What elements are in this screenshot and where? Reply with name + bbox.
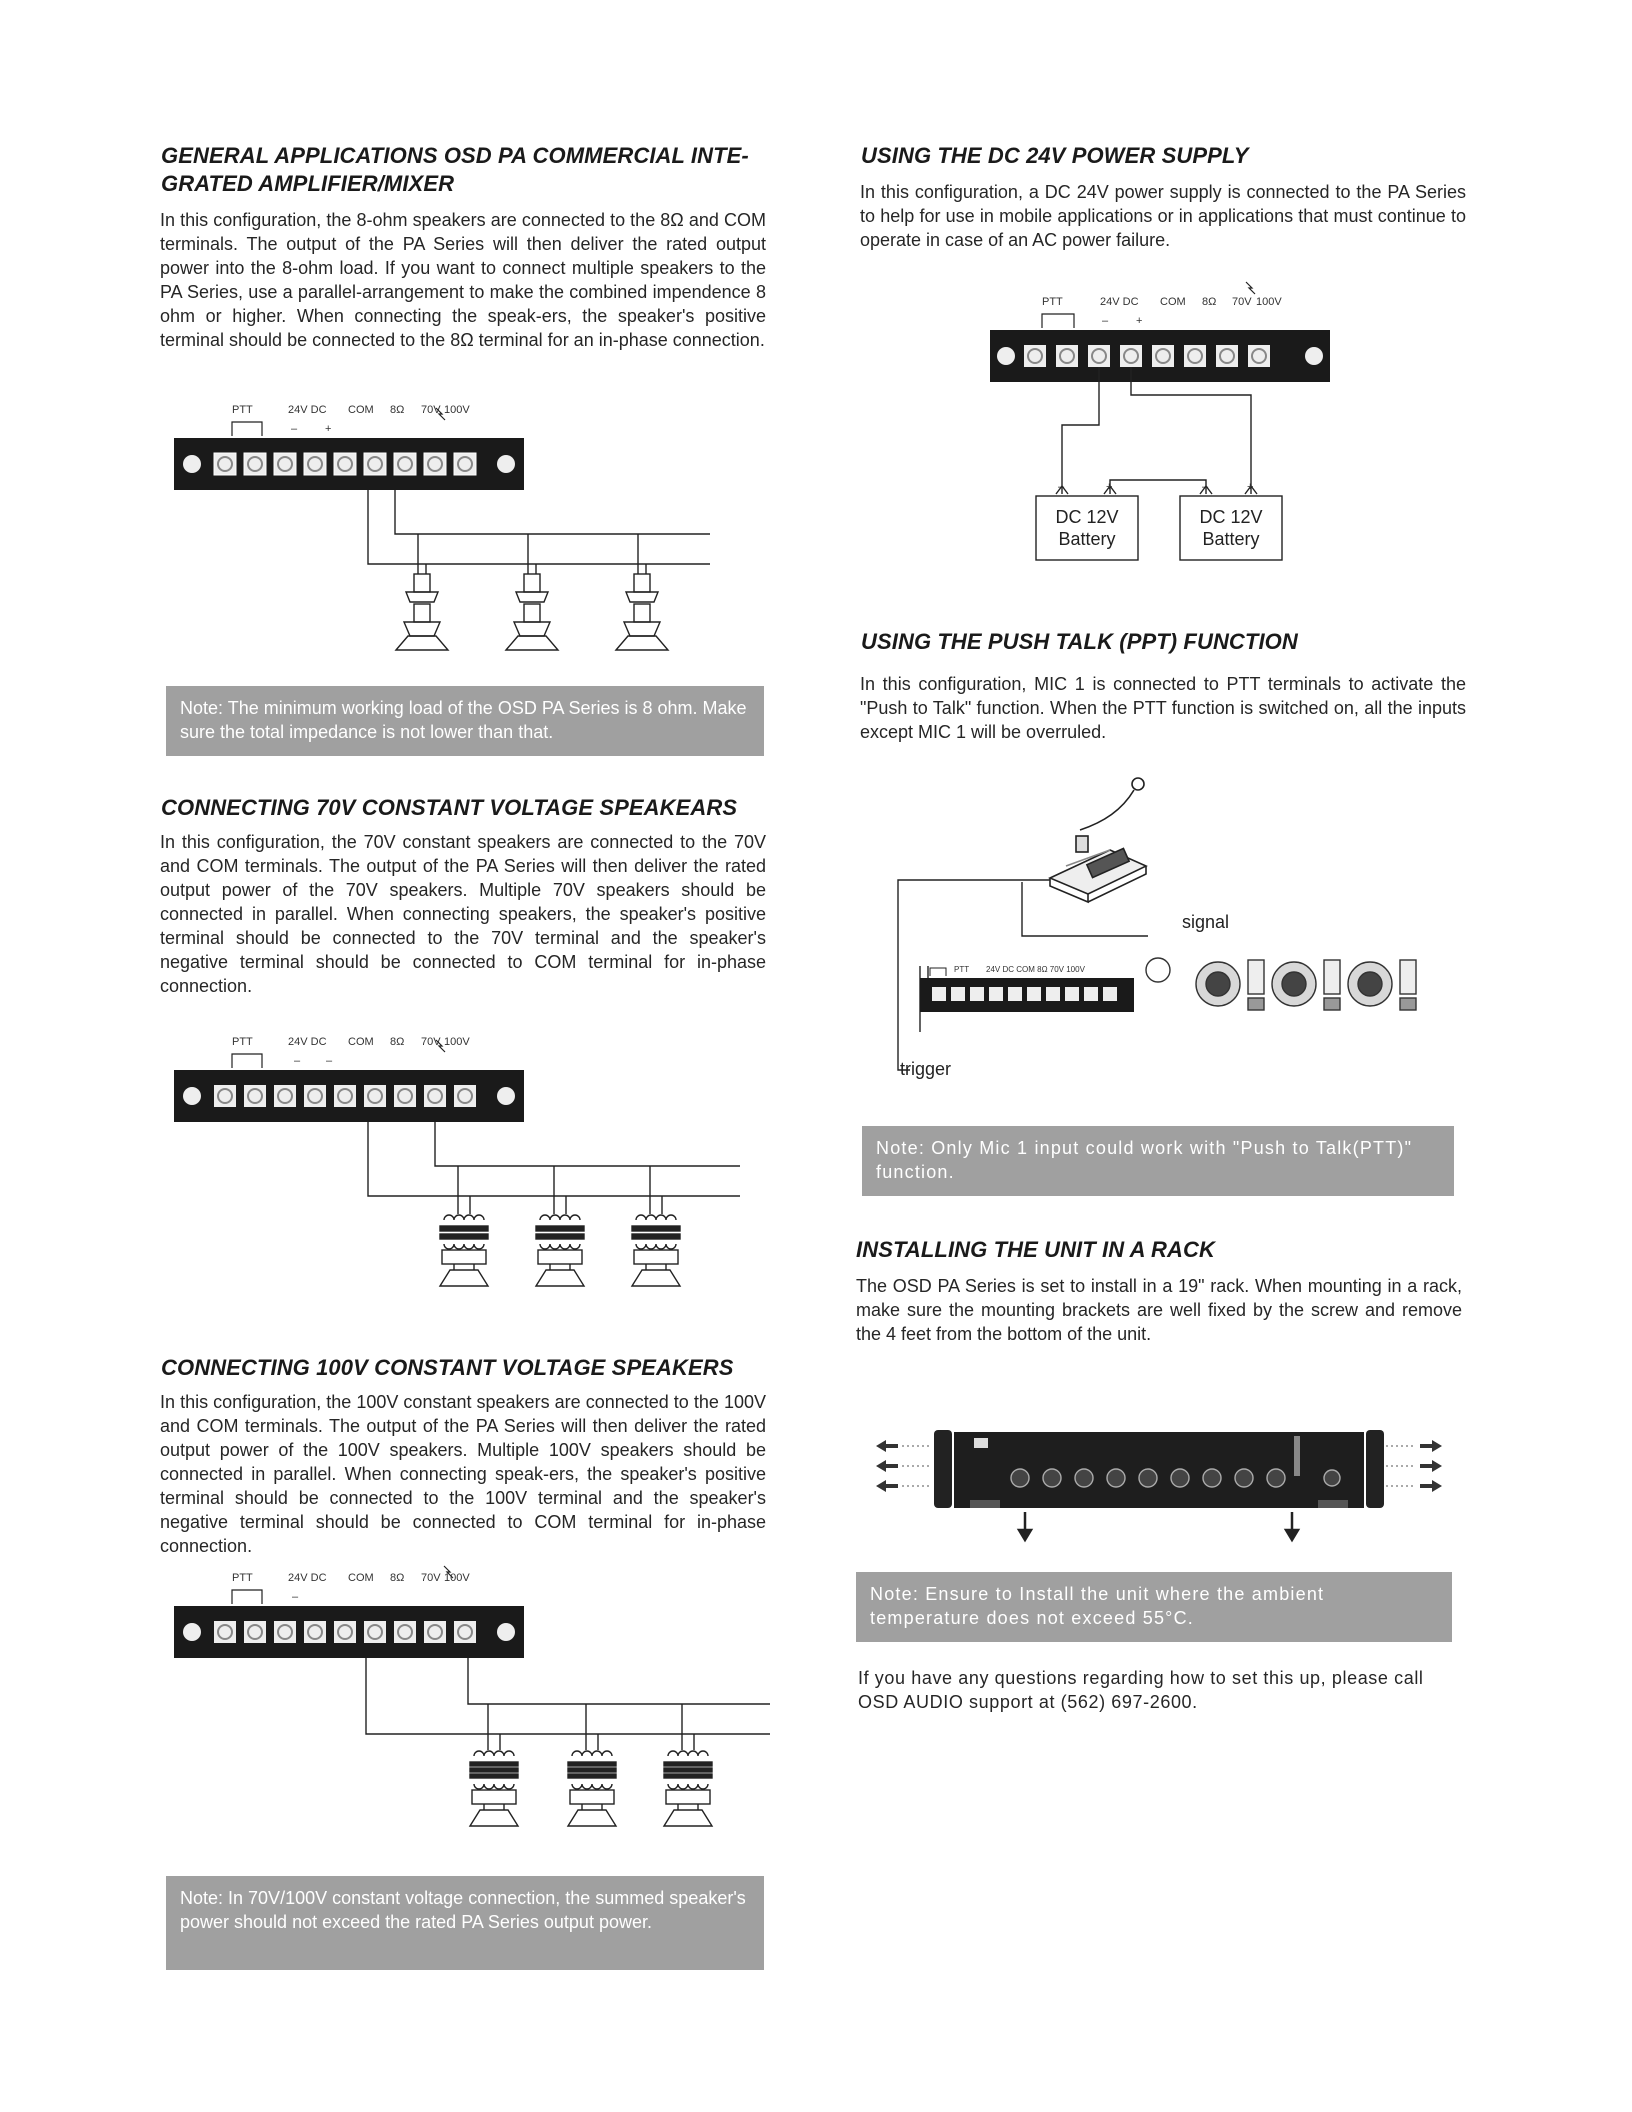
heading-100v-speakers: CONNECTING 100V CONSTANT VOLTAGE SPEAKERS — [161, 1355, 734, 1380]
svg-text:COM: COM — [348, 1036, 374, 1048]
svg-text:100V: 100V — [444, 1036, 470, 1048]
svg-text:24V DC: 24V DC — [288, 1036, 327, 1048]
svg-text:+: + — [1106, 481, 1113, 493]
100v-speakers-text: In this configuration, the 100V constant speakers are connected to the 100V and COM terminals. The output of the PA Series will then deliver the rated output power of the 100V speakers. Multiple 100V speakers should be connected in parallel. When connecting speak-ers, the speaker's positive terminal should be connected to the 100V terminal and the speaker's negative terminal should be connected to COM terminal for in-phase connection. — [160, 1392, 766, 1556]
svg-text:70V: 70V — [421, 1036, 441, 1048]
note-mic1-ptt: Note: Only Mic 1 input could work with "Push to Talk(PTT)" function. — [862, 1126, 1454, 1196]
battery-1-line1: DC 12V — [1055, 507, 1119, 527]
svg-text:–: – — [1102, 315, 1109, 327]
svg-text:–: – — [291, 423, 298, 435]
svg-text:COM: COM — [348, 1572, 374, 1584]
battery-2-line1: DC 12V — [1199, 507, 1263, 527]
svg-text:+: + — [1136, 315, 1143, 327]
transformer-speaker-group — [440, 1215, 680, 1286]
svg-text:+: + — [1247, 481, 1254, 493]
svg-text:PTT: PTT — [954, 965, 970, 974]
general-applications-text: In this configuration, the 8-ohm speakers are connected to the 8Ω and COM terminals. The output of the PA Series will then deliver the rated output power into the 8-ohm load. If you want to connect multiple speakers to the PA Series, use a parallel-arrangement to make the combined impendence 8 ohm or higher. When connecting the speak-ers, the speaker's positive terminal should be connected to the 8Ω terminal for an in-phase connection. — [160, 210, 766, 350]
battery-1 — [1036, 496, 1138, 560]
speaker-group — [396, 574, 668, 650]
support-contact: If you have any questions regarding how to set this up, please call OSD AUDIO support at (562) 697-2600. — [858, 1668, 1424, 1712]
rack-ear-left — [934, 1430, 952, 1508]
diagram-8ohm-speakers — [170, 396, 730, 676]
svg-text:COM: COM — [1160, 296, 1186, 308]
heading-push-talk: USING THE PUSH TALK (PPT) FUNCTION — [861, 629, 1298, 654]
push-talk-text: In this configuration, MIC 1 is connected to PTT terminals to activate the "Push to Talk" function. When the PTT function is switched on, all the inputs except MIC 1 will be overruled. — [860, 674, 1466, 742]
rack-install-text: The OSD PA Series is set to install in a 19" rack. When mounting in a rack, make sure the mounting brackets are well fixed by the screw and remove the 4 feet from the bottom of the unit. — [856, 1276, 1462, 1344]
svg-text:8Ω: 8Ω — [390, 1036, 405, 1048]
paging-microphone — [1050, 778, 1146, 902]
trigger-label: trigger — [900, 1059, 952, 1079]
svg-text:–: – — [292, 1591, 299, 1603]
terminal-label-ptt: PTT — [232, 404, 253, 416]
svg-text:8Ω: 8Ω — [390, 1572, 405, 1584]
terminal-label-70v: 70V — [421, 404, 441, 416]
terminal-label-24vdc: 24V DC — [288, 404, 327, 416]
dc-24v-text: In this configuration, a DC 24V power supply is connected to the PA Series to help for use in mobile applications or in applications that must continue to operate in case of an AC power failure. — [860, 182, 1466, 250]
battery-2-line2: Battery — [1202, 529, 1260, 549]
svg-text:PTT: PTT — [232, 1572, 253, 1584]
terminal-labels — [232, 404, 470, 435]
battery-2 — [1180, 496, 1282, 560]
diagram-ptt — [890, 770, 1450, 1090]
svg-text:100V: 100V — [444, 1572, 470, 1584]
svg-text:–: – — [326, 1055, 333, 1067]
signal-label: signal — [1182, 912, 1230, 932]
terminal-label-8ohm: 8Ω — [390, 404, 405, 416]
note-summed-power: Note: In 70V/100V constant voltage connection, the summed speaker's power should not exceed the rated PA Series output power. — [166, 1876, 764, 1970]
svg-text:70V: 70V — [421, 1572, 441, 1584]
svg-text:+: + — [325, 423, 332, 435]
transformer-speaker-group — [470, 1751, 712, 1826]
heading-dc-24v: USING THE DC 24V POWER SUPPLY — [861, 143, 1249, 168]
heading-rack-install: INSTALLING THE UNIT IN A RACK — [856, 1237, 1215, 1262]
svg-text:24V DC: 24V DC — [1100, 296, 1139, 308]
diagram-dc-batteries — [986, 282, 1346, 592]
terminal-label-com: COM — [348, 404, 374, 416]
svg-text:24V DC: 24V DC — [288, 1572, 327, 1584]
svg-text:PTT: PTT — [232, 1036, 253, 1048]
svg-text:–: – — [1202, 481, 1209, 493]
diagram-rack-unit — [870, 1420, 1450, 1550]
rack-ear-right — [1366, 1430, 1384, 1508]
heading-general-applications: GENERAL APPLICATIONS OSD PA COMMERCIAL INTE-GRATED AMPLIFIER/MIXER — [161, 143, 749, 196]
heading-70v-speakers: CONNECTING 70V CONSTANT VOLTAGE SPEAKEARS — [161, 795, 738, 820]
mic-inputs — [1146, 958, 1416, 1010]
note-minimum-load: Note: The minimum working load of the OSD PA Series is 8 ohm. Make sure the total impedance is not lower than that. — [166, 686, 764, 756]
battery-1-line2: Battery — [1058, 529, 1116, 549]
svg-text:–: – — [294, 1055, 301, 1067]
svg-text:–: – — [1058, 481, 1065, 493]
svg-text:100V: 100V — [1256, 296, 1282, 308]
note-ambient-temp: Note: Ensure to Install the unit where the ambient temperature does not exceed 55°C. — [856, 1572, 1452, 1642]
svg-text:70V: 70V — [1232, 296, 1252, 308]
terminal-label-100v: 100V — [444, 404, 470, 416]
diagram-100v-speakers — [170, 1564, 780, 1854]
svg-text:24V DC COM 8Ω 70V 100V: 24V DC COM 8Ω 70V 100V — [986, 965, 1085, 974]
70v-speakers-text: In this configuration, the 70V constant speakers are connected to the 70V and COM terminals. The output of the PA Series will then deliver the rated output power of the 70V speakers. Multiple 70V speakers should be connected in parallel. When connecting speakers, the speaker's positive terminal should be connected to the 70V terminal and the speaker's negative terminal should be connected to COM terminal for in-phase connection. — [160, 832, 766, 996]
svg-text:8Ω: 8Ω — [1202, 296, 1217, 308]
diagram-70v-speakers — [170, 1028, 750, 1308]
svg-text:PTT: PTT — [1042, 296, 1063, 308]
